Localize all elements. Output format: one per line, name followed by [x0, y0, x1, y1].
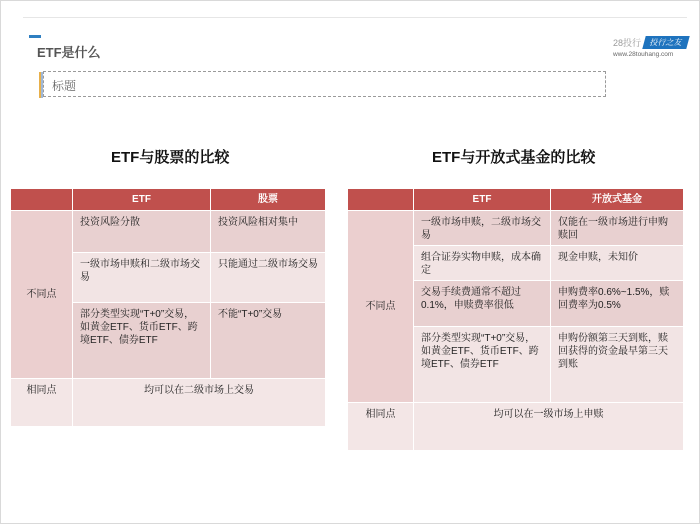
table-cell: 部分类型实现“T+0”交易，如黄金ETF、货币ETF、跨境ETF、债券ETF — [414, 327, 551, 403]
table-cell: 现金申赎，未知价 — [551, 246, 684, 281]
page-title: ETF是什么 — [37, 45, 101, 60]
diff-label: 不同点 — [348, 211, 414, 403]
table-cell: 不能“T+0”交易 — [211, 303, 326, 379]
logo-tag: 投行之友 — [642, 36, 689, 49]
logo-brand: 28投行 — [613, 37, 642, 48]
table-cell: 交易手续费通常不超过0.1%，申赎费率很低 — [414, 281, 551, 327]
header-etf: ETF — [73, 189, 211, 211]
table-cell: 只能通过二级市场交易 — [211, 253, 326, 303]
header-blank — [11, 189, 73, 211]
title-placeholder-box[interactable] — [43, 71, 606, 97]
table-cell: 仅能在一级市场进行申购赎回 — [551, 211, 684, 246]
brand-logo — [613, 36, 693, 62]
placeholder-stripe — [39, 72, 43, 98]
same-label: 相同点 — [11, 379, 73, 427]
title-accent-bar — [29, 35, 41, 38]
table-cell: 投资风险相对集中 — [211, 211, 326, 253]
left-section-title: ETF与股票的比较 — [111, 149, 230, 166]
table-cell: 一级市场申赎，二级市场交易 — [414, 211, 551, 246]
right-section-title: ETF与开放式基金的比较 — [432, 149, 596, 166]
top-divider — [23, 17, 687, 18]
diff-label: 不同点 — [11, 211, 73, 379]
etf-vs-openfund-table — [348, 189, 684, 451]
table-cell: 组合证券实物申赎，成本确定 — [414, 246, 551, 281]
same-text: 均可以在一级市场上申赎 — [414, 403, 684, 451]
header-open-fund: 开放式基金 — [551, 189, 684, 211]
header-blank — [348, 189, 414, 211]
same-label: 相同点 — [348, 403, 414, 451]
table-cell: 申购费率0.6%~1.5%，赎回费率为0.5% — [551, 281, 684, 327]
title-placeholder-text: 标题 — [52, 79, 77, 93]
table-cell: 投资风险分散 — [73, 211, 211, 253]
etf-vs-stock-table — [11, 189, 326, 427]
same-text: 均可以在二级市场上交易 — [73, 379, 326, 427]
logo-url: www.28touhang.com — [613, 51, 674, 58]
table-cell: 一级市场申赎和二级市场交易 — [73, 253, 211, 303]
header-etf: ETF — [414, 189, 551, 211]
header-stock: 股票 — [211, 189, 326, 211]
table-cell: 申购份额第三天到账，赎回获得的资金最早第三天到账 — [551, 327, 684, 403]
table-cell: 部分类型实现“T+0”交易，如黄金ETF、货币ETF、跨境ETF、债券ETF — [73, 303, 211, 379]
